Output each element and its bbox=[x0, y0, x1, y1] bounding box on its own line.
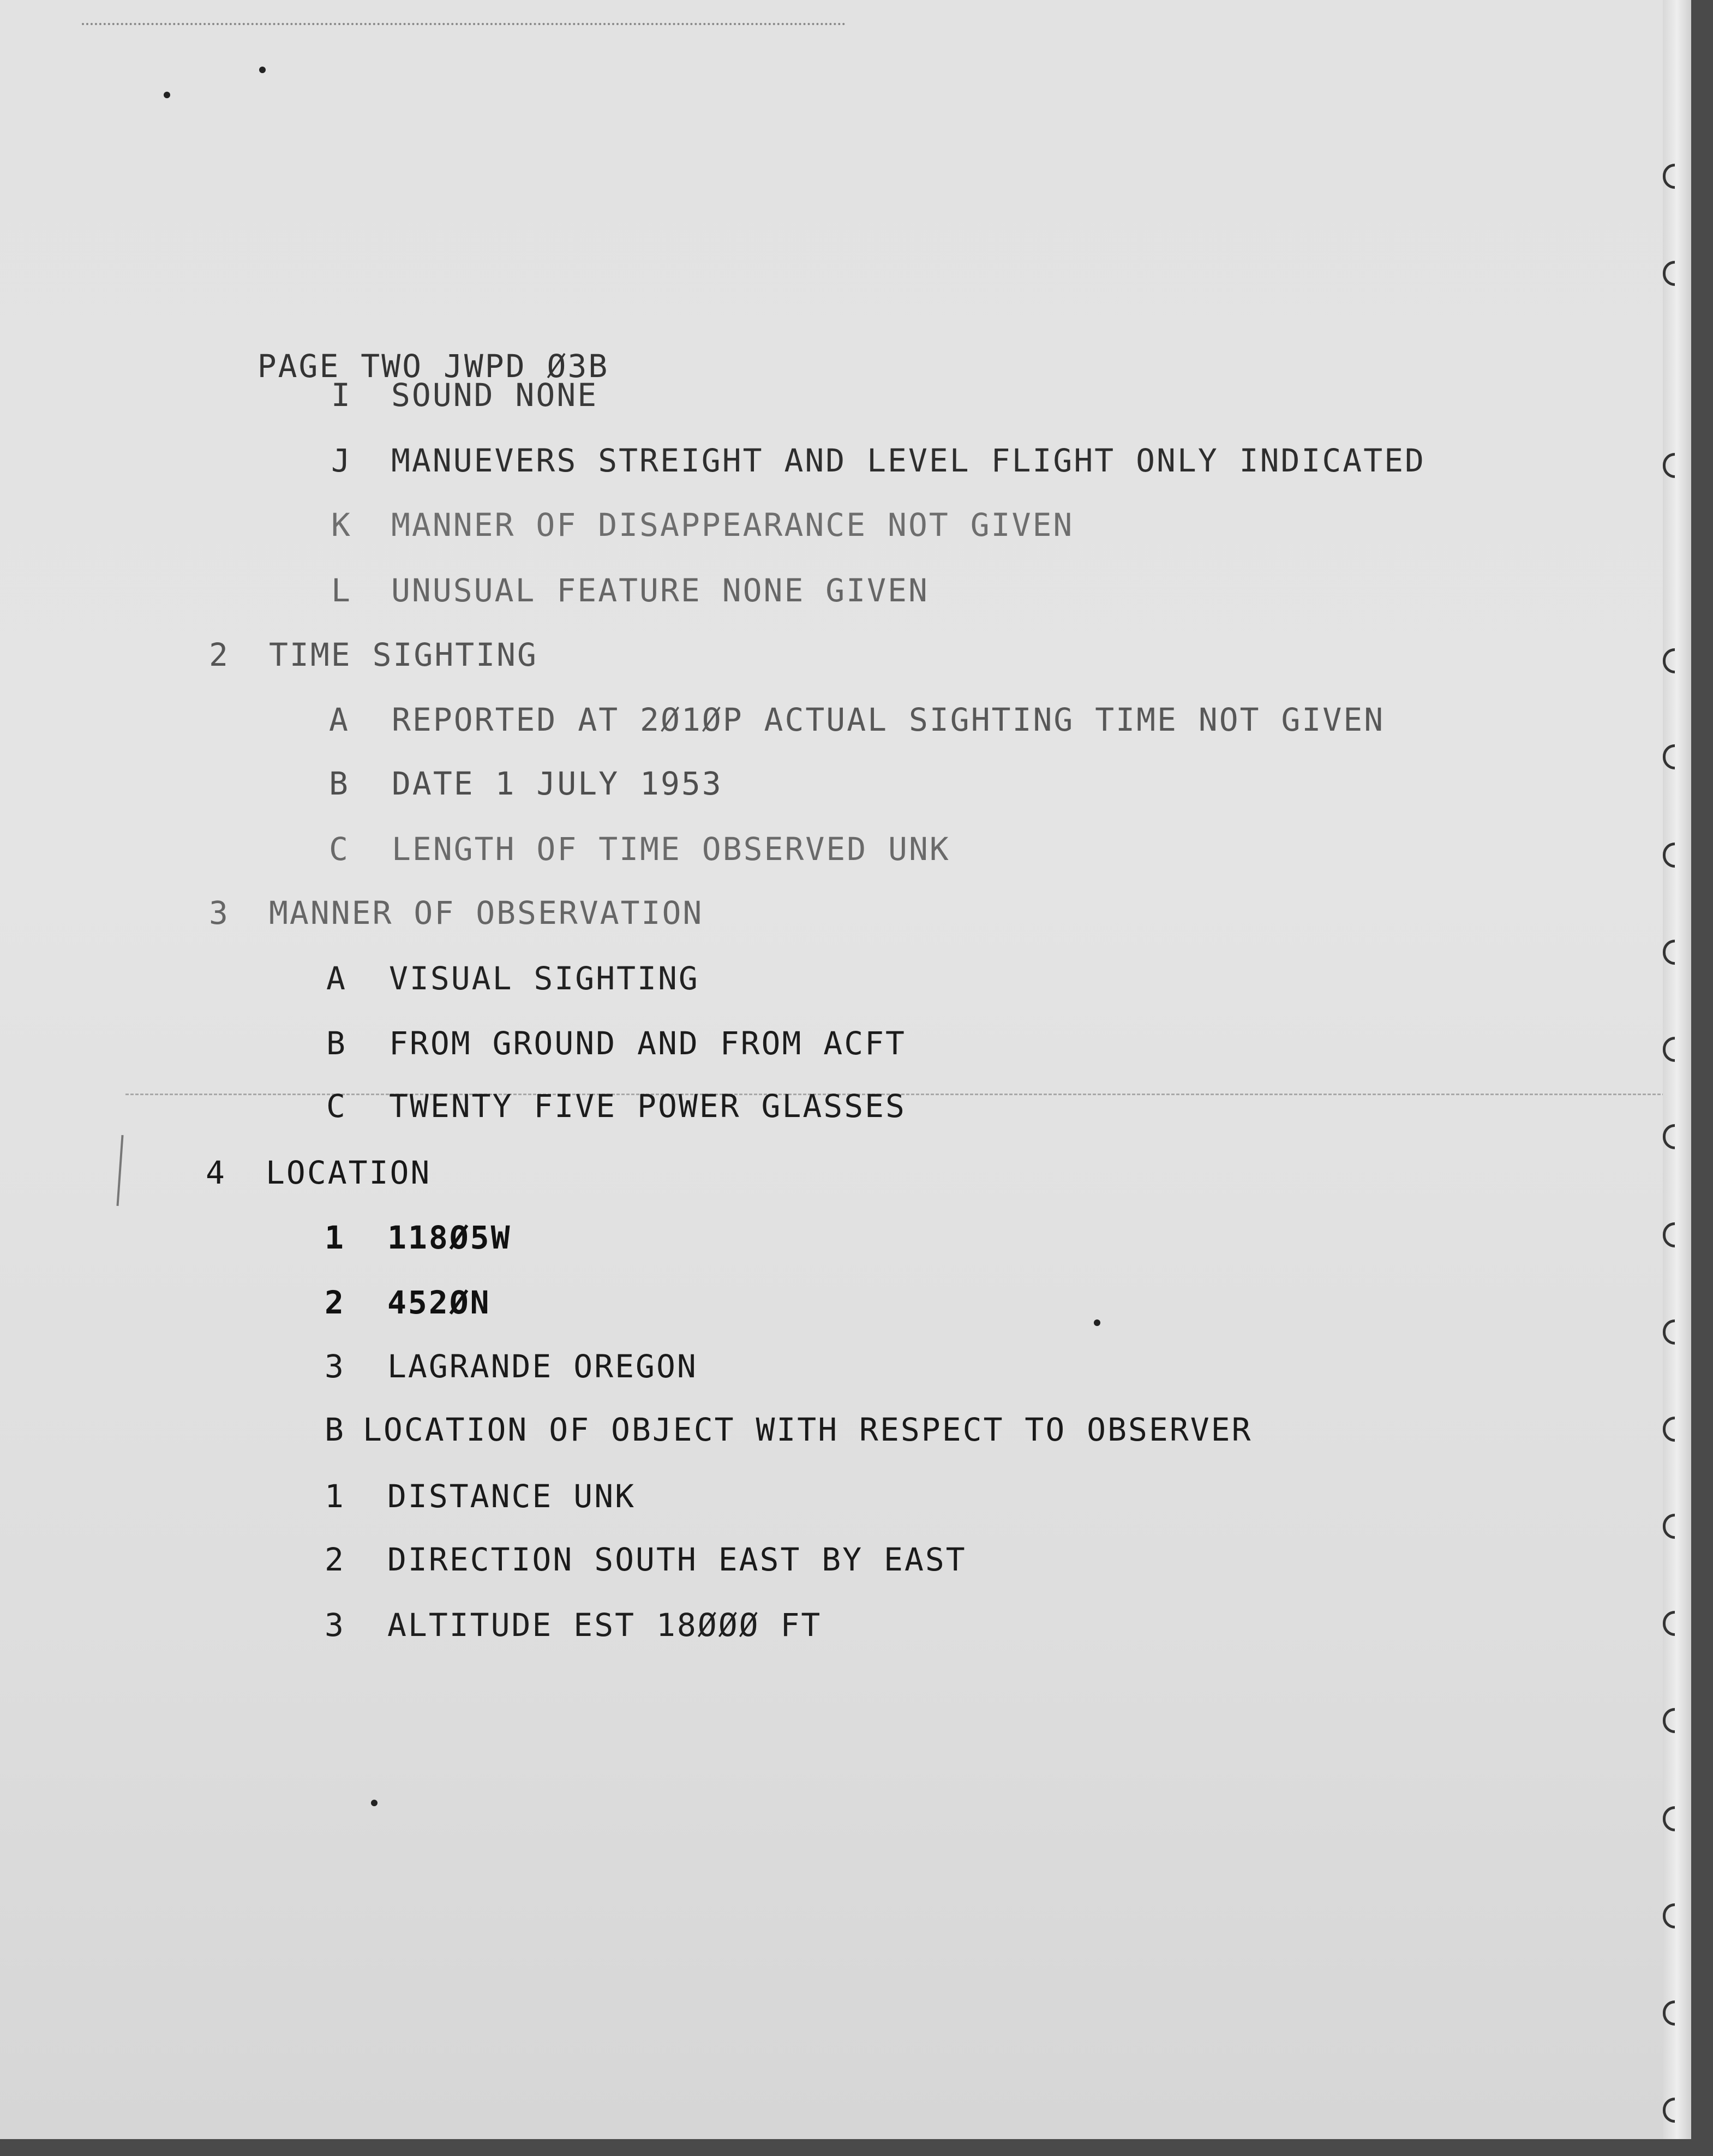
item-4-2 bbox=[325, 1284, 491, 1321]
section-number: 4 bbox=[206, 1154, 226, 1191]
item-marker: J bbox=[331, 442, 352, 479]
item-text: REPORTED AT 2Ø1ØP ACTUAL SIGHTING TIME NOT GIVEN bbox=[392, 701, 1385, 738]
speck-mark bbox=[1094, 1319, 1100, 1326]
item-4b-2 bbox=[325, 1541, 967, 1578]
item-marker: I bbox=[331, 377, 352, 414]
item-j bbox=[331, 442, 1425, 479]
item-marker: B bbox=[325, 1411, 345, 1448]
item-marker: 3 bbox=[325, 1348, 345, 1385]
item-3b bbox=[326, 1025, 906, 1062]
item-k bbox=[331, 506, 1074, 544]
item-4-1 bbox=[325, 1219, 512, 1256]
item-4b bbox=[325, 1411, 1253, 1448]
item-4-3 bbox=[325, 1348, 698, 1385]
page-header-text: PAGE TWO JWPD Ø3B bbox=[257, 348, 609, 385]
margin-tick-mark bbox=[116, 1135, 123, 1206]
top-dotted-rule bbox=[82, 23, 846, 25]
section-title: LOCATION bbox=[266, 1154, 432, 1191]
item-marker: B bbox=[329, 765, 350, 802]
speck-mark bbox=[259, 67, 266, 73]
item-text: LOCATION OF OBJECT WITH RESPECT TO OBSERVER bbox=[363, 1411, 1253, 1448]
item-marker: B bbox=[326, 1025, 347, 1062]
item-3a bbox=[326, 960, 699, 997]
item-4b-1 bbox=[325, 1478, 636, 1515]
item-marker: C bbox=[329, 831, 350, 868]
item-marker: L bbox=[331, 572, 352, 609]
item-marker: C bbox=[326, 1088, 347, 1125]
item-l bbox=[331, 572, 929, 609]
item-i bbox=[331, 377, 598, 414]
item-text: ALTITUDE EST 18ØØØ FT bbox=[387, 1606, 822, 1644]
item-3c bbox=[326, 1088, 906, 1125]
item-marker: 3 bbox=[325, 1606, 345, 1644]
item-text: MANUEVERS STREIGHT AND LEVEL FLIGHT ONLY INDICATED bbox=[391, 442, 1425, 479]
item-marker: 2 bbox=[325, 1541, 345, 1578]
item-text: 452ØN bbox=[387, 1284, 491, 1321]
item-text: DIRECTION SOUTH EAST BY EAST bbox=[387, 1541, 967, 1578]
speck-mark bbox=[164, 92, 170, 98]
speck-mark bbox=[371, 1800, 378, 1806]
item-text: MANNER OF DISAPPEARANCE NOT GIVEN bbox=[391, 506, 1074, 544]
item-text: SOUND NONE bbox=[391, 377, 598, 414]
item-text: 118Ø5W bbox=[387, 1219, 512, 1256]
page-header bbox=[175, 314, 609, 385]
item-text: DISTANCE UNK bbox=[387, 1478, 636, 1515]
item-text: LENGTH OF TIME OBSERVED UNK bbox=[392, 831, 950, 868]
section-2 bbox=[209, 636, 538, 673]
section-4 bbox=[206, 1154, 432, 1191]
item-text: TWENTY FIVE POWER GLASSES bbox=[389, 1088, 906, 1125]
item-marker: 2 bbox=[325, 1284, 345, 1321]
item-marker: 1 bbox=[325, 1478, 345, 1515]
item-2c bbox=[329, 831, 950, 868]
item-text: UNUSUAL FEATURE NONE GIVEN bbox=[391, 572, 929, 609]
section-3 bbox=[209, 894, 704, 931]
item-2b bbox=[329, 765, 723, 802]
item-4b-3 bbox=[325, 1606, 822, 1644]
item-2a bbox=[329, 701, 1385, 738]
item-text: VISUAL SIGHTING bbox=[389, 960, 699, 997]
item-marker: A bbox=[329, 701, 350, 738]
item-text: LAGRANDE OREGON bbox=[387, 1348, 698, 1385]
item-text: FROM GROUND AND FROM ACFT bbox=[389, 1025, 906, 1062]
section-title: MANNER OF OBSERVATION bbox=[269, 894, 704, 931]
section-number: 3 bbox=[209, 894, 230, 931]
item-marker: 1 bbox=[325, 1219, 345, 1256]
item-text: DATE 1 JULY 1953 bbox=[392, 765, 723, 802]
item-marker: A bbox=[326, 960, 347, 997]
item-marker: K bbox=[331, 506, 352, 544]
section-title: TIME SIGHTING bbox=[269, 636, 538, 673]
section-number: 2 bbox=[209, 636, 230, 673]
